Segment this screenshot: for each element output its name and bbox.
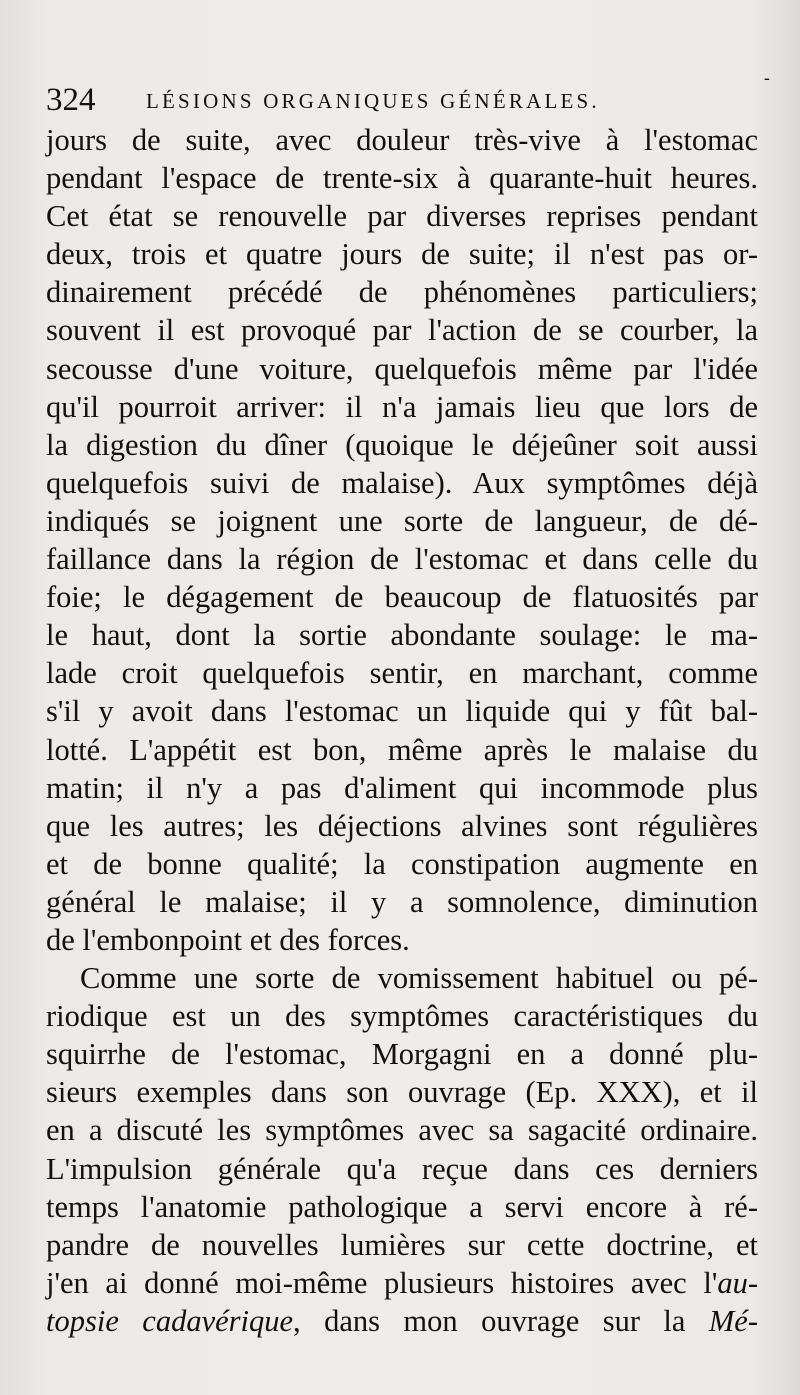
italic-text: au- bbox=[717, 1265, 758, 1300]
text-line: L'impulsion générale qu'a reçue dans ces derniers bbox=[46, 1151, 758, 1186]
text-span: j'en ai donné moi-même plusieurs histoires avec l' bbox=[46, 1265, 718, 1300]
italic-text: topsie cadavérique bbox=[46, 1303, 294, 1338]
text-line: faillance dans la région de l'estomac et dans celle du bbox=[46, 542, 758, 577]
text-line: Cet état se renouvelle par diverses reprises pendant bbox=[46, 199, 758, 234]
text-line: s'il y avoit dans l'estomac un liquide qui y fût bal- bbox=[46, 694, 758, 729]
text-line: secousse d'une voiture, quelquefois même par l'idée bbox=[46, 351, 758, 386]
text-line: en a discuté les symptômes avec sa sagacité ordinaire. bbox=[46, 1113, 758, 1148]
text-line: quelquefois suivi de malaise). Aux symptômes déjà bbox=[46, 465, 758, 500]
text-line: et de bonne qualité; la constipation augmente en bbox=[46, 846, 758, 881]
text-line: la digestion du dîner (quoique le déjeûner soit aussi bbox=[46, 427, 758, 462]
page-number: 324 bbox=[46, 82, 96, 118]
page-header bbox=[46, 80, 766, 120]
text-line: squirrhe de l'estomac, Morgagni en a donné plu- bbox=[46, 1037, 758, 1072]
text-line: dinairement précédé de phénomènes particuliers; bbox=[46, 275, 758, 310]
text-line: lade croit quelquefois sentir, en marchant, comme bbox=[46, 656, 758, 691]
margin-mark: - bbox=[763, 68, 770, 89]
text-line: souvent il est provoqué par l'action de se courber, la bbox=[46, 313, 758, 348]
text-line: deux, trois et quatre jours de suite; il n'est pas or- bbox=[46, 237, 758, 272]
text-line: général le malaise; il y a somnolence, diminution bbox=[46, 884, 758, 919]
text-line bbox=[46, 1302, 758, 1340]
text-span: , dans mon ouvrage sur la bbox=[293, 1303, 709, 1338]
text-line: sieurs exemples dans son ouvrage (Ep. XXX), et il bbox=[46, 1075, 758, 1110]
running-title: LÉSIONS ORGANIQUES GÉNÉRALES. bbox=[146, 89, 600, 113]
text-line: indiqués se joignent une sorte de langueur, de dé- bbox=[46, 503, 758, 538]
text-line: pandre de nouvelles lumières sur cette doctrine, et bbox=[46, 1227, 758, 1262]
paragraph-end-line: de l'embonpoint et des forces. bbox=[46, 922, 410, 957]
text-line: matin; il n'y a pas d'aliment qui incommode plus bbox=[46, 770, 758, 805]
text-line: qu'il pourroit arriver: il n'a jamais lieu que lors de bbox=[46, 389, 758, 424]
text-line: lotté. L'appétit est bon, même après le malaise du bbox=[46, 732, 758, 767]
paragraph-start-line: Comme une sorte de vomissement habituel ou pé- bbox=[80, 961, 758, 996]
text-line: jours de suite, avec douleur très-vive à l'estomac bbox=[46, 123, 758, 157]
text-line: pendant l'espace de trente-six à quarante-huit heures. bbox=[46, 161, 758, 196]
text-line: foie; le dégagement de beaucoup de flatuosités par bbox=[46, 580, 758, 615]
text-line: que les autres; les déjections alvines sont régulières bbox=[46, 808, 758, 843]
text-line: le haut, dont la sortie abondante soulage: le ma- bbox=[46, 618, 758, 653]
body-text bbox=[46, 121, 758, 1340]
text-line bbox=[46, 1264, 758, 1302]
italic-text: Mé- bbox=[708, 1303, 758, 1338]
text-line: riodique est un des symptômes caractéristiques du bbox=[46, 999, 758, 1034]
text-line: temps l'anatomie pathologique a servi encore à ré- bbox=[46, 1189, 758, 1224]
